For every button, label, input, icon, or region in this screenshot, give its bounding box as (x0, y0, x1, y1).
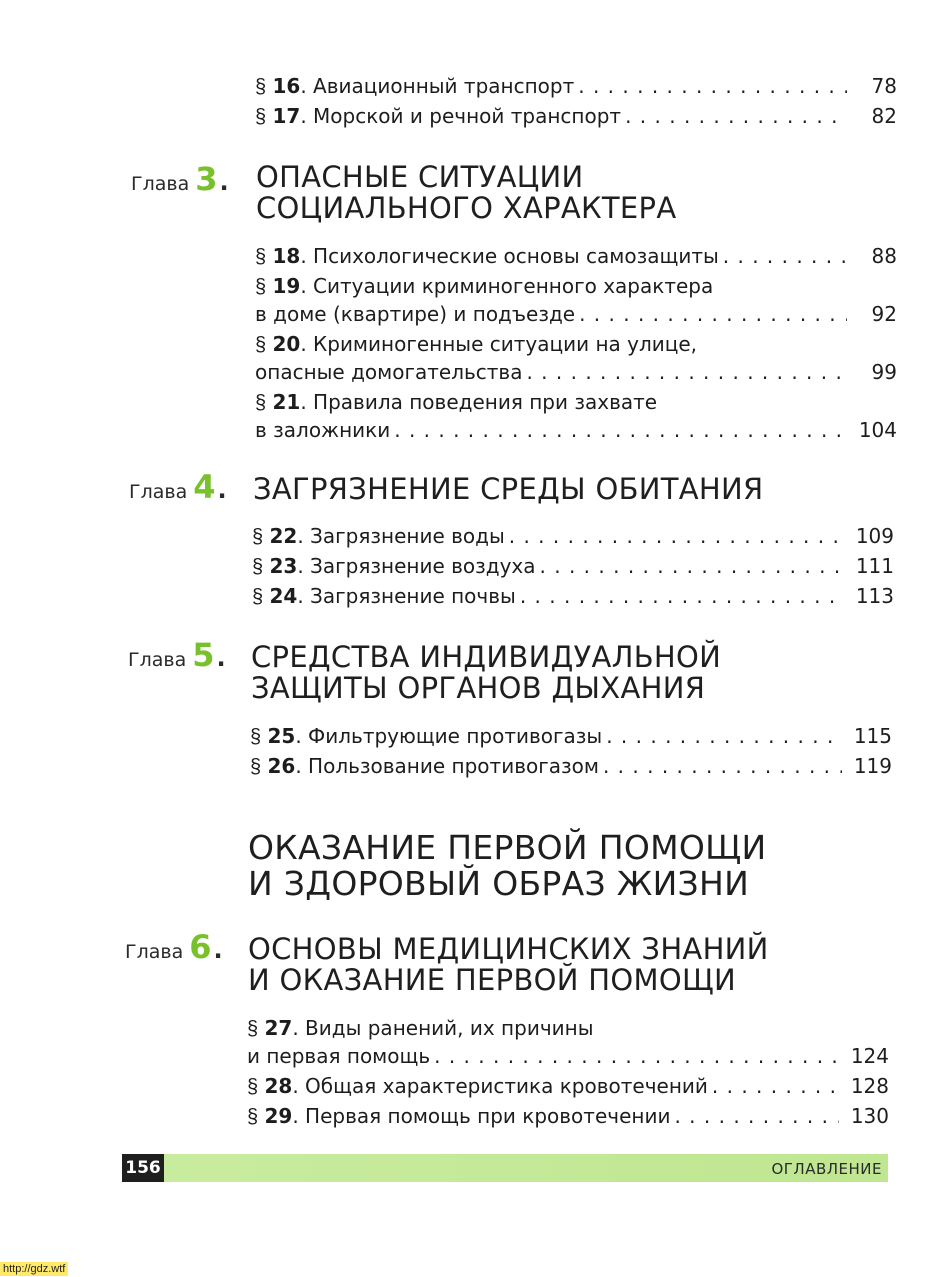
chapter-label (129, 468, 227, 506)
chapter-number: 6 (189, 928, 212, 966)
chapter-title (253, 474, 763, 505)
chapter-dot: . (213, 936, 223, 964)
entry-page: 111 (855, 554, 894, 578)
paragraph-number: 25 (267, 724, 296, 748)
paragraph-symbol: § (255, 392, 267, 414)
toc-entry-28[interactable] (247, 1073, 889, 1101)
toc-entry-16[interactable] (255, 73, 897, 101)
chapter-word: Глава (131, 173, 190, 195)
entry-page: 128 (850, 1074, 889, 1098)
dot-leader (603, 753, 842, 780)
paragraph-symbol: § (247, 1076, 259, 1098)
part-title-line: И ЗДОРОВЫЙ ОБРАЗ ЖИЗНИ (248, 864, 750, 903)
chapter-title-line: ЗАГРЯЗНЕНИЕ СРЕДЫ ОБИТАНИЯ (253, 472, 764, 506)
paragraph-symbol: § (255, 334, 267, 356)
entry-page: 99 (871, 360, 897, 384)
toc-entry-27[interactable] (247, 1015, 889, 1070)
footer-section-label: ОГЛАВЛЕНИЕ (771, 1160, 882, 1178)
paragraph-number: 28 (264, 1074, 293, 1098)
dot-leader (434, 1043, 839, 1070)
entry-page: 104 (858, 418, 897, 442)
entry-title: . Правила поведения при захвате (300, 390, 658, 414)
paragraph-symbol: § (252, 556, 264, 578)
paragraph-number: 17 (272, 104, 301, 128)
toc-entry-20[interactable] (255, 331, 897, 386)
entry-title: . Первая помощь при кровотечении (292, 1104, 671, 1128)
toc-entry-23[interactable] (252, 553, 894, 581)
entry-page: 130 (850, 1104, 889, 1128)
dot-leader (394, 417, 847, 444)
toc-entry-29[interactable] (247, 1103, 889, 1131)
chapter-word: Глава (128, 649, 187, 671)
entry-title: . Пользование противогазом (295, 754, 599, 778)
dot-leader (526, 359, 847, 386)
paragraph-number: 23 (269, 554, 298, 578)
paragraph-number: 27 (264, 1016, 293, 1040)
chapter-label (125, 928, 223, 966)
dot-leader (540, 553, 844, 580)
paragraph-number: 22 (269, 524, 298, 548)
chapter-title (256, 162, 676, 224)
paragraph-symbol: § (255, 276, 267, 298)
entry-page: 115 (853, 724, 892, 748)
chapter-label (131, 160, 229, 198)
toc-entry-26[interactable] (250, 753, 892, 781)
chapter-title-line: СРЕДСТВА ИНДИВИДУАЛЬНОЙ (251, 640, 722, 674)
toc-entry-18[interactable] (255, 243, 897, 271)
chapter-title-line: СОЦИАЛЬНОГО ХАРАКТЕРА (256, 191, 677, 225)
dot-leader (625, 103, 847, 130)
footer-page-number: 156 (122, 1154, 164, 1182)
entry-title: . Психологические основы самозащиты (300, 244, 719, 268)
paragraph-number: 18 (272, 244, 301, 268)
entry-page: 119 (853, 754, 892, 778)
chapter-dot: . (219, 168, 229, 196)
chapter-title-line: И ОКАЗАНИЕ ПЕРВОЙ ПОМОЩИ (248, 963, 736, 997)
paragraph-number: 20 (272, 332, 301, 356)
chapter-title (248, 934, 769, 996)
paragraph-symbol: § (250, 756, 262, 778)
paragraph-symbol: § (255, 246, 267, 268)
chapter-title-line: ОСНОВЫ МЕДИЦИНСКИХ ЗНАНИЙ (248, 932, 769, 966)
entry-title-cont: опасные домогательства (255, 360, 523, 384)
dot-leader (509, 523, 844, 550)
entry-page: 113 (855, 584, 894, 608)
dot-leader (674, 1103, 839, 1130)
entry-title-cont: в доме (квартире) и подъезде (255, 302, 576, 326)
paragraph-number: 26 (267, 754, 296, 778)
entry-title-cont: в заложники (255, 418, 391, 442)
toc-entry-19[interactable] (255, 273, 897, 328)
entry-page: 109 (855, 524, 894, 548)
entry-title: . Виды ранений, их причины (292, 1016, 594, 1040)
chapter-number: 5 (192, 636, 215, 674)
chapter-word: Глава (125, 941, 184, 963)
dot-leader (712, 1073, 839, 1100)
chapter-dot: . (217, 476, 227, 504)
toc-entry-21[interactable] (255, 389, 897, 444)
chapter-number: 4 (193, 468, 216, 506)
paragraph-number: 16 (272, 74, 301, 98)
part-title-line: ОКАЗАНИЕ ПЕРВОЙ ПОМОЩИ (248, 828, 767, 867)
part-title (248, 830, 767, 902)
entry-title-cont: и первая помощь (247, 1044, 431, 1068)
watermark-link[interactable]: http://gdz.wtf (0, 1262, 68, 1276)
entry-title: . Авиационный транспорт (300, 74, 575, 98)
entry-title: . Фильтрующие противогазы (295, 724, 603, 748)
chapter-number: 3 (195, 160, 218, 198)
paragraph-number: 19 (272, 274, 301, 298)
paragraph-symbol: § (255, 106, 267, 128)
toc-entry-25[interactable] (250, 723, 892, 751)
entry-title: . Загрязнение воды (297, 524, 505, 548)
entry-title: . Криминогенные ситуации на улице, (300, 332, 698, 356)
chapter-dot: . (216, 644, 226, 672)
chapter-word: Глава (129, 481, 188, 503)
paragraph-symbol: § (247, 1018, 259, 1040)
paragraph-number: 29 (264, 1104, 293, 1128)
entry-title: . Общая характеристика кровотечений (292, 1074, 708, 1098)
entry-page: 124 (850, 1044, 889, 1068)
entry-page: 82 (871, 104, 897, 128)
toc-entry-24[interactable] (252, 583, 894, 611)
paragraph-symbol: § (247, 1106, 259, 1128)
dot-leader (520, 583, 844, 610)
chapter-title (251, 642, 721, 704)
paragraph-symbol: § (252, 586, 264, 608)
chapter-label (128, 636, 226, 674)
chapter-title-line: ОПАСНЫЕ СИТУАЦИИ (256, 160, 584, 194)
entry-page: 88 (871, 244, 897, 268)
dot-leader (579, 301, 847, 328)
entry-page: 78 (871, 74, 897, 98)
dot-leader (723, 243, 847, 270)
dot-leader (606, 723, 842, 750)
paragraph-symbol: § (250, 726, 262, 748)
toc-entry-22[interactable] (252, 523, 894, 551)
paragraph-symbol: § (255, 76, 267, 98)
entry-page: 92 (871, 302, 897, 326)
chapter-title-line: ЗАЩИТЫ ОРГАНОВ ДЫХАНИЯ (251, 671, 706, 705)
paragraph-symbol: § (252, 526, 264, 548)
dot-leader (578, 73, 847, 100)
toc-entry-17[interactable] (255, 103, 897, 131)
entry-title: . Загрязнение почвы (297, 584, 516, 608)
entry-title: . Загрязнение воздуха (297, 554, 536, 578)
paragraph-number: 24 (269, 584, 298, 608)
paragraph-number: 21 (272, 390, 301, 414)
entry-title: . Ситуации криминогенного характера (300, 274, 714, 298)
entry-title: . Морской и речной транспорт (300, 104, 622, 128)
